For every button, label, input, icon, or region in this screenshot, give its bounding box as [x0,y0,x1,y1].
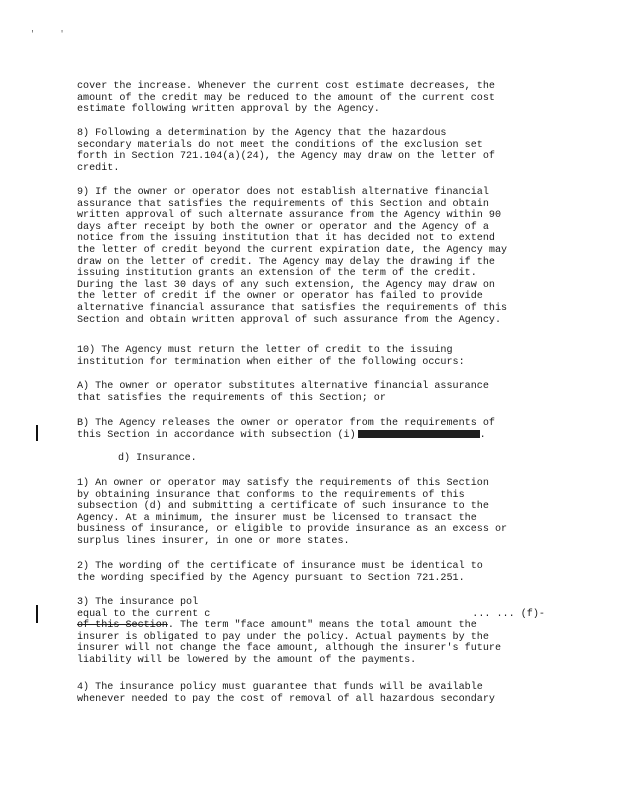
paragraph-b [77,418,547,441]
text-line: liability will be lowered by the amount of the payments. [77,654,417,666]
text-line: insurer is obligated to pay under the policy. Actual payments by the [77,631,489,643]
text-line: 3) The insurance pol [77,597,199,608]
paragraph-10 [77,345,547,368]
text-fragment: . The term "face amount" means the total amount the [167,620,477,632]
revision-change-bar [36,425,38,441]
revision-change-bar [36,605,38,623]
text-line: the letter of credit beyond the current expiration date, the Agency may [77,244,508,256]
text-line: institution for termination when either of the following occurs: [77,356,465,368]
text-line: notice from the issuing institution that it has decided not to extend [77,233,495,245]
text-line: draw on the letter of credit. The Agency may delay the drawing if the [77,256,495,268]
text-fragment: equal to the current c [77,608,211,620]
text-line: 1) An owner or operator may satisfy the requirements of this Section [77,478,489,489]
text-line [77,430,547,442]
text-line: 10) The Agency must return the letter of credit to the issuing [77,345,453,356]
text-line: days after receipt by both the owner or operator and the Agency of a [77,221,489,233]
text-line: 2) The wording of the certificate of insurance must be identical to [77,561,483,572]
text-line: Section and obtain written approval of such assurance from the Agency. [77,314,502,326]
text-line: assurance that satisfies the requirements of this Section and obtain [77,198,489,210]
text-line: surplus lines insurer, in one or more states. [77,535,350,547]
text-line: forth in Section 721.104(a)(24), the Agency may draw on the letter of [77,151,495,163]
text-line: 4) The insurance policy must guarantee that funds will be available [77,682,483,693]
text-line: 9) If the owner or operator does not establish alternative financial [77,187,489,198]
text-fragment: ... ... (f)- [472,608,545,620]
text-line: During the last 30 days of any such extension, the Agency may draw on [77,279,495,291]
paragraph-cost-increase [77,81,547,116]
text-fragment: this Section in accordance with subsection (i) [77,429,356,441]
text-line: B) The Agency releases the owner or operator from the requirements of [77,418,495,429]
paragraph-2 [77,561,547,584]
text-line: cover the increase. Whenever the current cost estimate decreases, the [77,81,495,92]
paragraph-4 [77,682,547,705]
text-line: A) The owner or operator substitutes alternative financial assurance [77,381,489,392]
text-line: insurer will not change the face amount, although the insurer's future [77,643,502,655]
struck-text: of this Section [77,620,168,632]
text-line: written approval of such alternate assurance from the Agency within 90 [77,210,502,222]
paragraph-3 [77,597,547,667]
text-line: the wording specified by the Agency pursuant to Section 721.251. [77,572,465,584]
text-line: issuing institution grants an extension of the term of the credit. [77,268,477,280]
text-line: business of insurance, or eligible to provide insurance as an excess or [77,524,508,536]
paragraph-1 [77,478,547,548]
text-line: subsection (d) and submitting a certificate of such insurance to the [77,501,489,513]
paragraph-8 [77,128,547,174]
text-line: that satisfies the requirements of this Section; or [77,392,386,404]
text-line [77,609,547,621]
text-line: secondary materials do not meet the conditions of the exclusion set [77,139,483,151]
text-line: amount of the credit may be reduced to the amount of the current cost [77,92,495,104]
text-line: Agency. At a minimum, the insurer must be licensed to transact the [77,512,477,524]
text-line: estimate following written approval by the Agency. [77,104,380,116]
text-line: by obtaining insurance that conforms to the requirements of this [77,489,465,501]
text-line: 8) Following a determination by the Agency that the hazardous [77,128,447,139]
text-fragment: . [479,429,486,441]
text-line: whenever needed to pay the cost of removal of all hazardous secondary [77,693,495,705]
redaction-mark [358,430,480,438]
paragraph-a [77,381,547,404]
text-line [77,620,547,632]
text-line: the letter of credit if the owner or operator has failed to provide [77,291,483,303]
section-d-heading: d) Insurance. [118,453,197,464]
paragraph-9 [77,187,547,326]
text-line: alternative financial assurance that satisfies the requirements of this [77,302,508,314]
text-line: credit. [77,162,120,174]
margin-mark: ' ' [30,30,75,39]
